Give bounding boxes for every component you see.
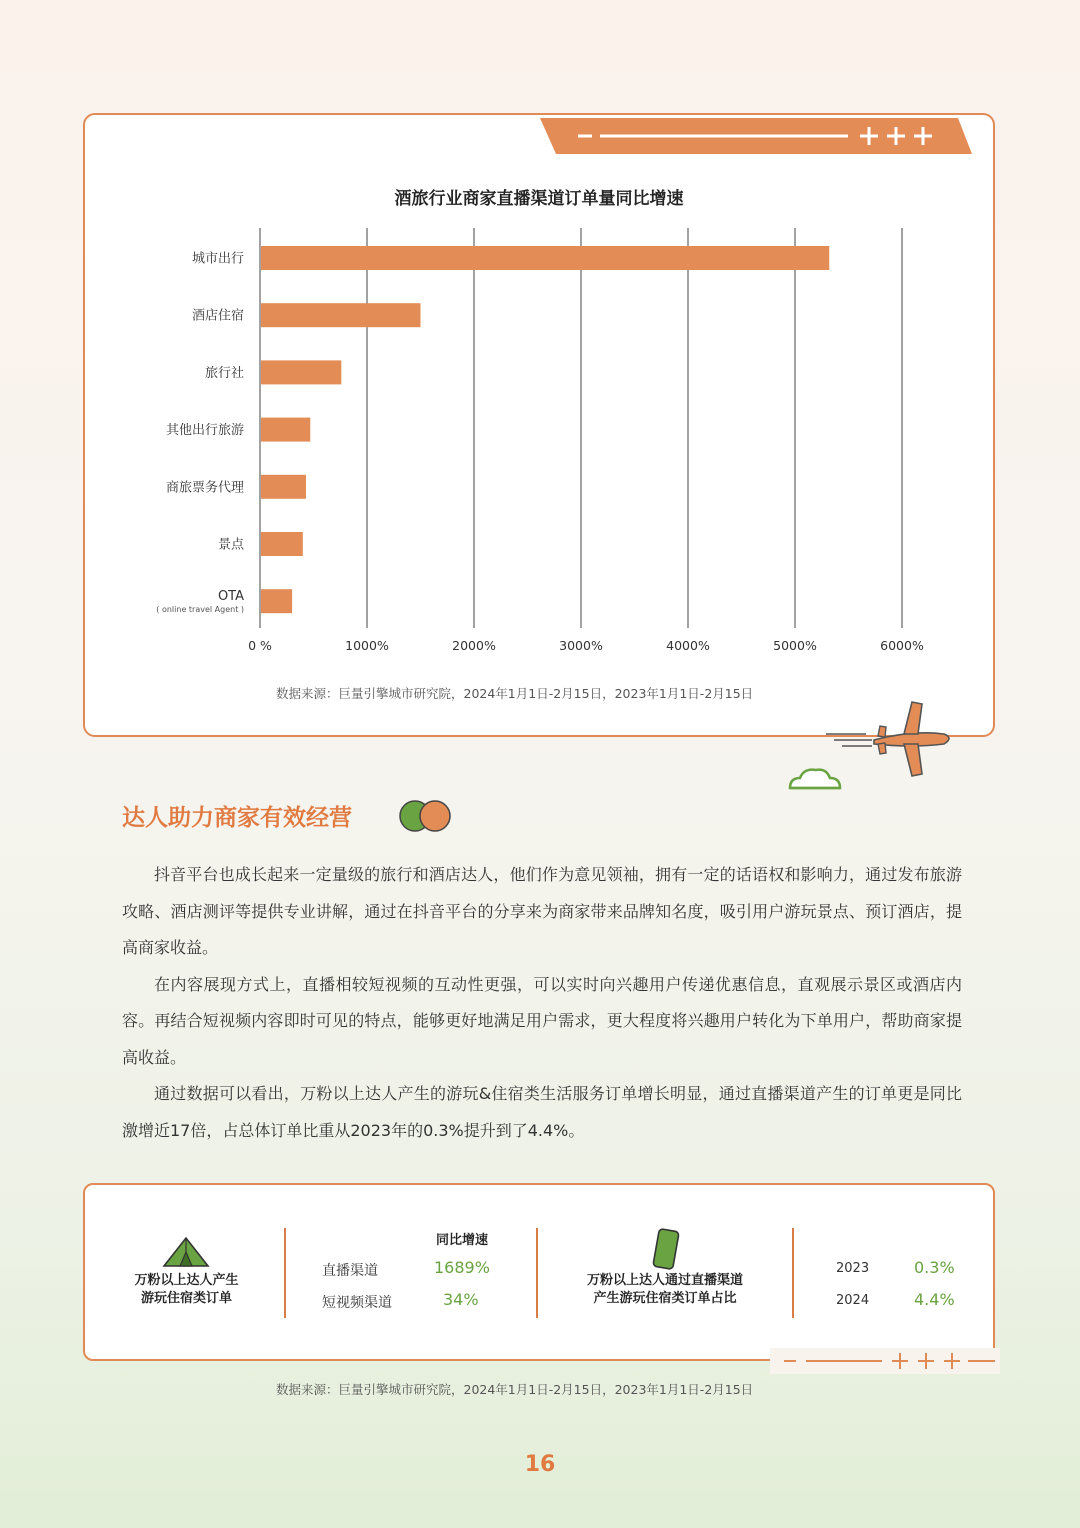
paragraph: 通过数据可以看出，万粉以上达人产生的游玩&住宿类生活服务订单增长明显，通过直播渠道产生的订单更是同比激增近17倍，占总体订单比重从2023年的0.3%提升到了4.4%。: [122, 1084, 962, 1140]
divider: [284, 1228, 286, 1318]
category-label: 旅行社: [204, 365, 244, 381]
category-sublabel: ( online travel Agent ): [156, 605, 244, 615]
divider: [792, 1228, 794, 1318]
category-label: OTA: [217, 589, 244, 605]
year-label: 2023: [836, 1261, 870, 1276]
stat-label-line: 游玩住宿类订单: [140, 1291, 232, 1306]
row-label: 短视频渠道: [322, 1295, 392, 1311]
cloud-icon: [786, 764, 846, 792]
x-tick-label: 6000%: [880, 638, 924, 653]
category-label: 其他出行旅游: [165, 423, 244, 439]
bar: [261, 360, 341, 384]
divider: [536, 1228, 538, 1318]
bar: [261, 418, 310, 442]
page-number: 16: [524, 1452, 556, 1477]
year-value: 4.4%: [914, 1290, 955, 1309]
year-label: 2024: [836, 1293, 870, 1308]
chart-source: 数据来源：巨量引擎城市研究院，2024年1月1日-2月15日，2023年1月1日-2月15日: [276, 686, 754, 701]
stat-label-line: 产生游玩住宿类订单占比: [593, 1291, 737, 1306]
stat-block1-label: [104, 1272, 269, 1308]
bar: [261, 303, 421, 327]
year-value: 0.3%: [914, 1258, 955, 1277]
bar: [261, 532, 303, 556]
x-tick-label: 1000%: [345, 638, 389, 653]
stats-source: 数据来源：巨量引擎城市研究院，2024年1月1日-2月15日，2023年1月1日-2月15日: [276, 1382, 754, 1397]
stat-label-line: 万粉以上达人通过直播渠道: [586, 1273, 743, 1288]
growth-header: 同比增速: [435, 1233, 488, 1248]
x-tick-label: 5000%: [773, 638, 817, 653]
category-label: 景点: [217, 537, 244, 553]
x-tick-label: 4000%: [666, 638, 710, 653]
row-value: 1689%: [434, 1258, 490, 1277]
two-circles-icon: [398, 799, 454, 833]
bar: [261, 475, 306, 499]
row-label: 直播渠道: [322, 1263, 378, 1279]
chart-title: 酒旅行业商家直播渠道订单量同比增速: [394, 189, 684, 209]
card-footer-decoration: [770, 1348, 1000, 1374]
paragraph: 抖音平台也成长起来一定量级的旅行和酒店达人，他们作为意见领袖，拥有一定的话语权和影响力，通过发布旅游攻略、酒店测评等提供专业讲解，通过在抖音平台的分享来为商家带来品牌知名度，吸引用户游玩景点、预订酒店，提高商家收益。: [122, 865, 962, 957]
bar: [261, 589, 292, 613]
phone-icon: [650, 1228, 680, 1272]
row-value: 34%: [443, 1290, 479, 1309]
stat-block2-label: [560, 1272, 770, 1308]
category-label: 城市出行: [191, 251, 244, 267]
category-label: 酒店住宿: [191, 308, 244, 324]
tent-icon: [160, 1234, 212, 1270]
stat-label-line: 万粉以上达人产生: [134, 1273, 239, 1288]
section-title: 达人助力商家有效经营: [122, 805, 352, 831]
paragraph: 在内容展现方式上，直播相较短视频的互动性更强，可以实时向兴趣用户传递优惠信息，直观展示景区或酒店内容。再结合短视频内容即时可见的特点，能够更好地满足用户需求，更大程度将兴趣用户转化为下单用户，帮助商家提高收益。: [122, 974, 962, 1067]
category-label: 商旅票务代理: [165, 480, 244, 496]
x-tick-label: 3000%: [559, 638, 603, 653]
section-body: [122, 857, 962, 1149]
bar-chart: [0, 0, 1080, 680]
x-tick-label: 2000%: [452, 638, 496, 653]
x-tick-label: 0 %: [248, 638, 272, 653]
bar: [261, 246, 829, 270]
